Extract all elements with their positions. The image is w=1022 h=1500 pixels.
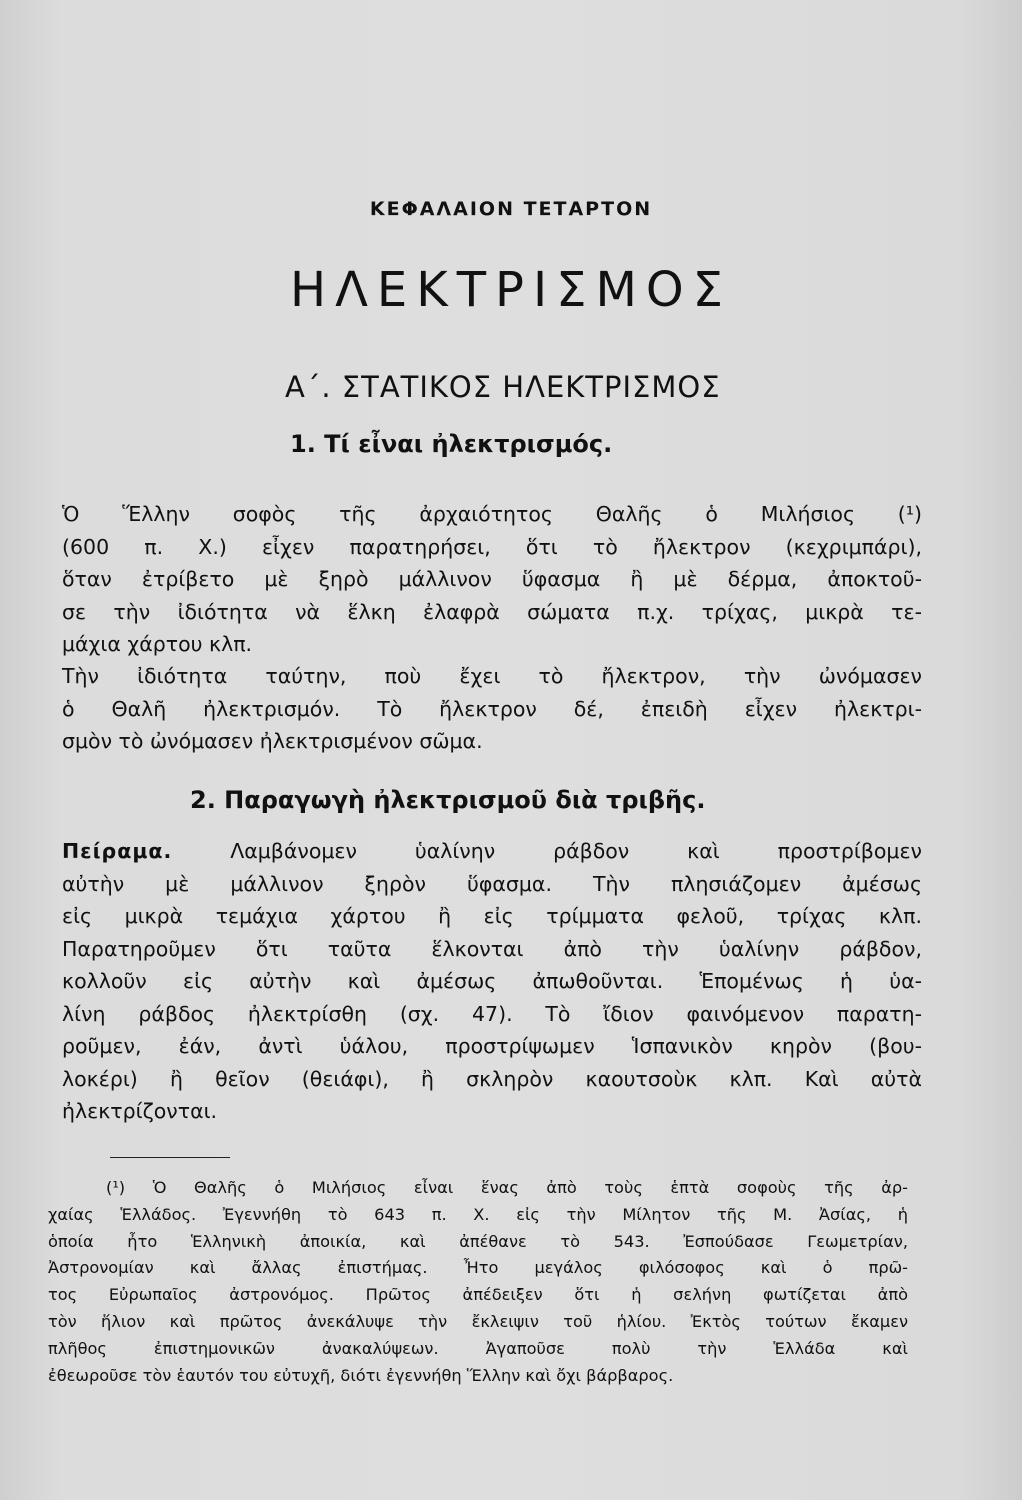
- paragraph-line: Παρατηροῦμεν ὅτι ταῦτα ἕλκονται ἀπὸ τὴν ὑαλίνην ράβδον,: [62, 936, 922, 961]
- paragraph-3: [62, 835, 922, 1128]
- paragraph-line: ἠλεκτρίζονται.: [62, 1099, 218, 1123]
- paragraph-line: ὁ Θαλῆ ἠλεκτρισμόν. Τὸ ἤλεκτρον δέ, ἐπειδὴ εἶχεν ἠλεκτρι-: [62, 696, 922, 721]
- footnote-divider: [110, 1157, 230, 1158]
- paragraph-line: Ὁ Ἕλλην σοφὸς τῆς ἀρχαιότητος Θαλῆς ὁ Μιλήσιος (¹): [62, 502, 922, 526]
- footnote-line: τος Εὐρωπαῖος ἀστρονόμος. Πρῶτος ἀπέδειξεν ὅτι ἡ σελήνη φωτίζεται ἀπὸ: [48, 1285, 908, 1305]
- paragraph-line: λίνη ράβδος ἠλεκτρίσθη (σχ. 47). Τὸ ἴδιον φαινόμενον παρατη-: [62, 1001, 922, 1026]
- footnote-line: πλῆθος ἐπιστημονικῶν ἀνακαλύψεων. Ἀγαποῦσε πολὺ τὴν Ἑλλάδα καὶ: [48, 1338, 908, 1358]
- subsection-title-1: 1. Τί εἶναι ἠλεκτρισμός.: [290, 430, 613, 458]
- paragraph-line: Τὴν ἰδιότητα ταύτην, ποὺ ἔχει τὸ ἤλεκτρον, τὴν ὠνόμασεν: [62, 664, 922, 688]
- paragraph-line: ὅταν ἐτρίβετο μὲ ξηρὸ μάλλινον ὕφασμα ἢ μὲ δέρμα, ἀποκτοῦ-: [62, 567, 922, 591]
- paragraph-line: μάχια χάρτου κλπ.: [62, 632, 253, 656]
- paragraph-line: λοκέρι) ἢ θεῖον (θειάφι), ἢ σκληρὸν καουτσοὺκ κλπ. Καὶ αὐτὰ: [62, 1066, 922, 1091]
- paragraph-line: σε τὴν ἰδιότητα νὰ ἕλκη ἐλαφρὰ σώματα π.χ. τρίχας, μικρὰ τε-: [62, 599, 922, 624]
- paragraph-line: [62, 835, 922, 868]
- paragraph-line: ροῦμεν, ἐάν, ἀντὶ ὑάλου, προστρίψωμεν Ἱσπανικὸν κηρὸν (βου-: [62, 1034, 922, 1058]
- paragraph-1: [62, 498, 922, 661]
- paragraph-line: εἰς μικρὰ τεμάχια χάρτου ἢ εἰς τρίμματα φελοῦ, τρίχας κλπ.: [62, 904, 922, 928]
- footnote-line: ὁποία ἦτο Ἑλληνικὴ ἀποικία, καὶ ἀπέθανε τὸ 543. Ἐσπούδασε Γεωμετρίαν,: [48, 1231, 908, 1251]
- section-title: Α΄. ΣΤΑΤΙΚΟΣ ΗΛΕΚΤΡΙΣΜΟΣ: [285, 370, 721, 404]
- footnote-line: (¹) Ὁ Θαλῆς ὁ Μιλήσιος εἶναι ἕνας ἀπὸ τοὺς ἑπτὰ σοφοὺς τῆς ἀρ-: [106, 1178, 908, 1197]
- paragraph-line: κολλοῦν εἰς αὐτὴν καὶ ἀμέσως ἀπωθοῦνται. Ἑπομένως ἡ ὑα-: [62, 969, 922, 993]
- subsection-title-2: 2. Παραγωγὴ ἠλεκτρισμοῦ διὰ τριβῆς.: [190, 786, 706, 814]
- main-title: ΗΛΕΚΤΡΙΣΜΟΣ: [289, 262, 732, 318]
- footnote-line: Ἀστρονομίαν καὶ ἄλλας ἐπιστήμας. Ἦτο μεγάλος φιλόσοφος καὶ ὁ πρῶ-: [48, 1258, 908, 1278]
- footnote-line: ἐθεωροῦσε τὸν ἑαυτόν του εὐτυχῆ, διότι ἐγεννήθη Ἕλλην καὶ ὄχι βάρβαρος.: [48, 1365, 674, 1385]
- paragraph-line: σμὸν τὸ ὠνόμασεν ἠλεκτρισμένον σῶμα.: [62, 729, 483, 753]
- footnote: [48, 1175, 908, 1389]
- paragraph-2: [62, 660, 922, 758]
- experiment-lead: Πείραμα.: [62, 839, 173, 863]
- footnote-line: χαίας Ἑλλάδος. Ἐγεννήθη τὸ 643 π. Χ. εἰς τὴν Μίλητον τῆς Μ. Ἀσίας, ἡ: [48, 1204, 908, 1224]
- paragraph-line-text: Λαμβάνομεν ὑαλίνην ράβδον καὶ προστρίβομεν: [230, 839, 922, 863]
- paragraph-line: (600 π. Χ.) εἶχεν παρατηρήσει, ὅτι τὸ ἤλεκτρον (κεχριμπάρι),: [62, 534, 922, 559]
- paragraph-line: αὐτὴν μὲ μάλλινον ξηρὸν ὕφασμα. Τὴν πλησιάζομεν ἀμέσως: [62, 871, 922, 896]
- footnote-line: τὸν ἥλιον καὶ πρῶτος ἀνεκάλυψε τὴν ἔκλειψιν τοῦ ἡλίου. Ἐκτὸς τούτων ἔκαμεν: [48, 1311, 908, 1331]
- chapter-label: ΚΕΦΑΛΑΙΟΝ ΤΕΤΑΡΤΟΝ: [369, 198, 653, 220]
